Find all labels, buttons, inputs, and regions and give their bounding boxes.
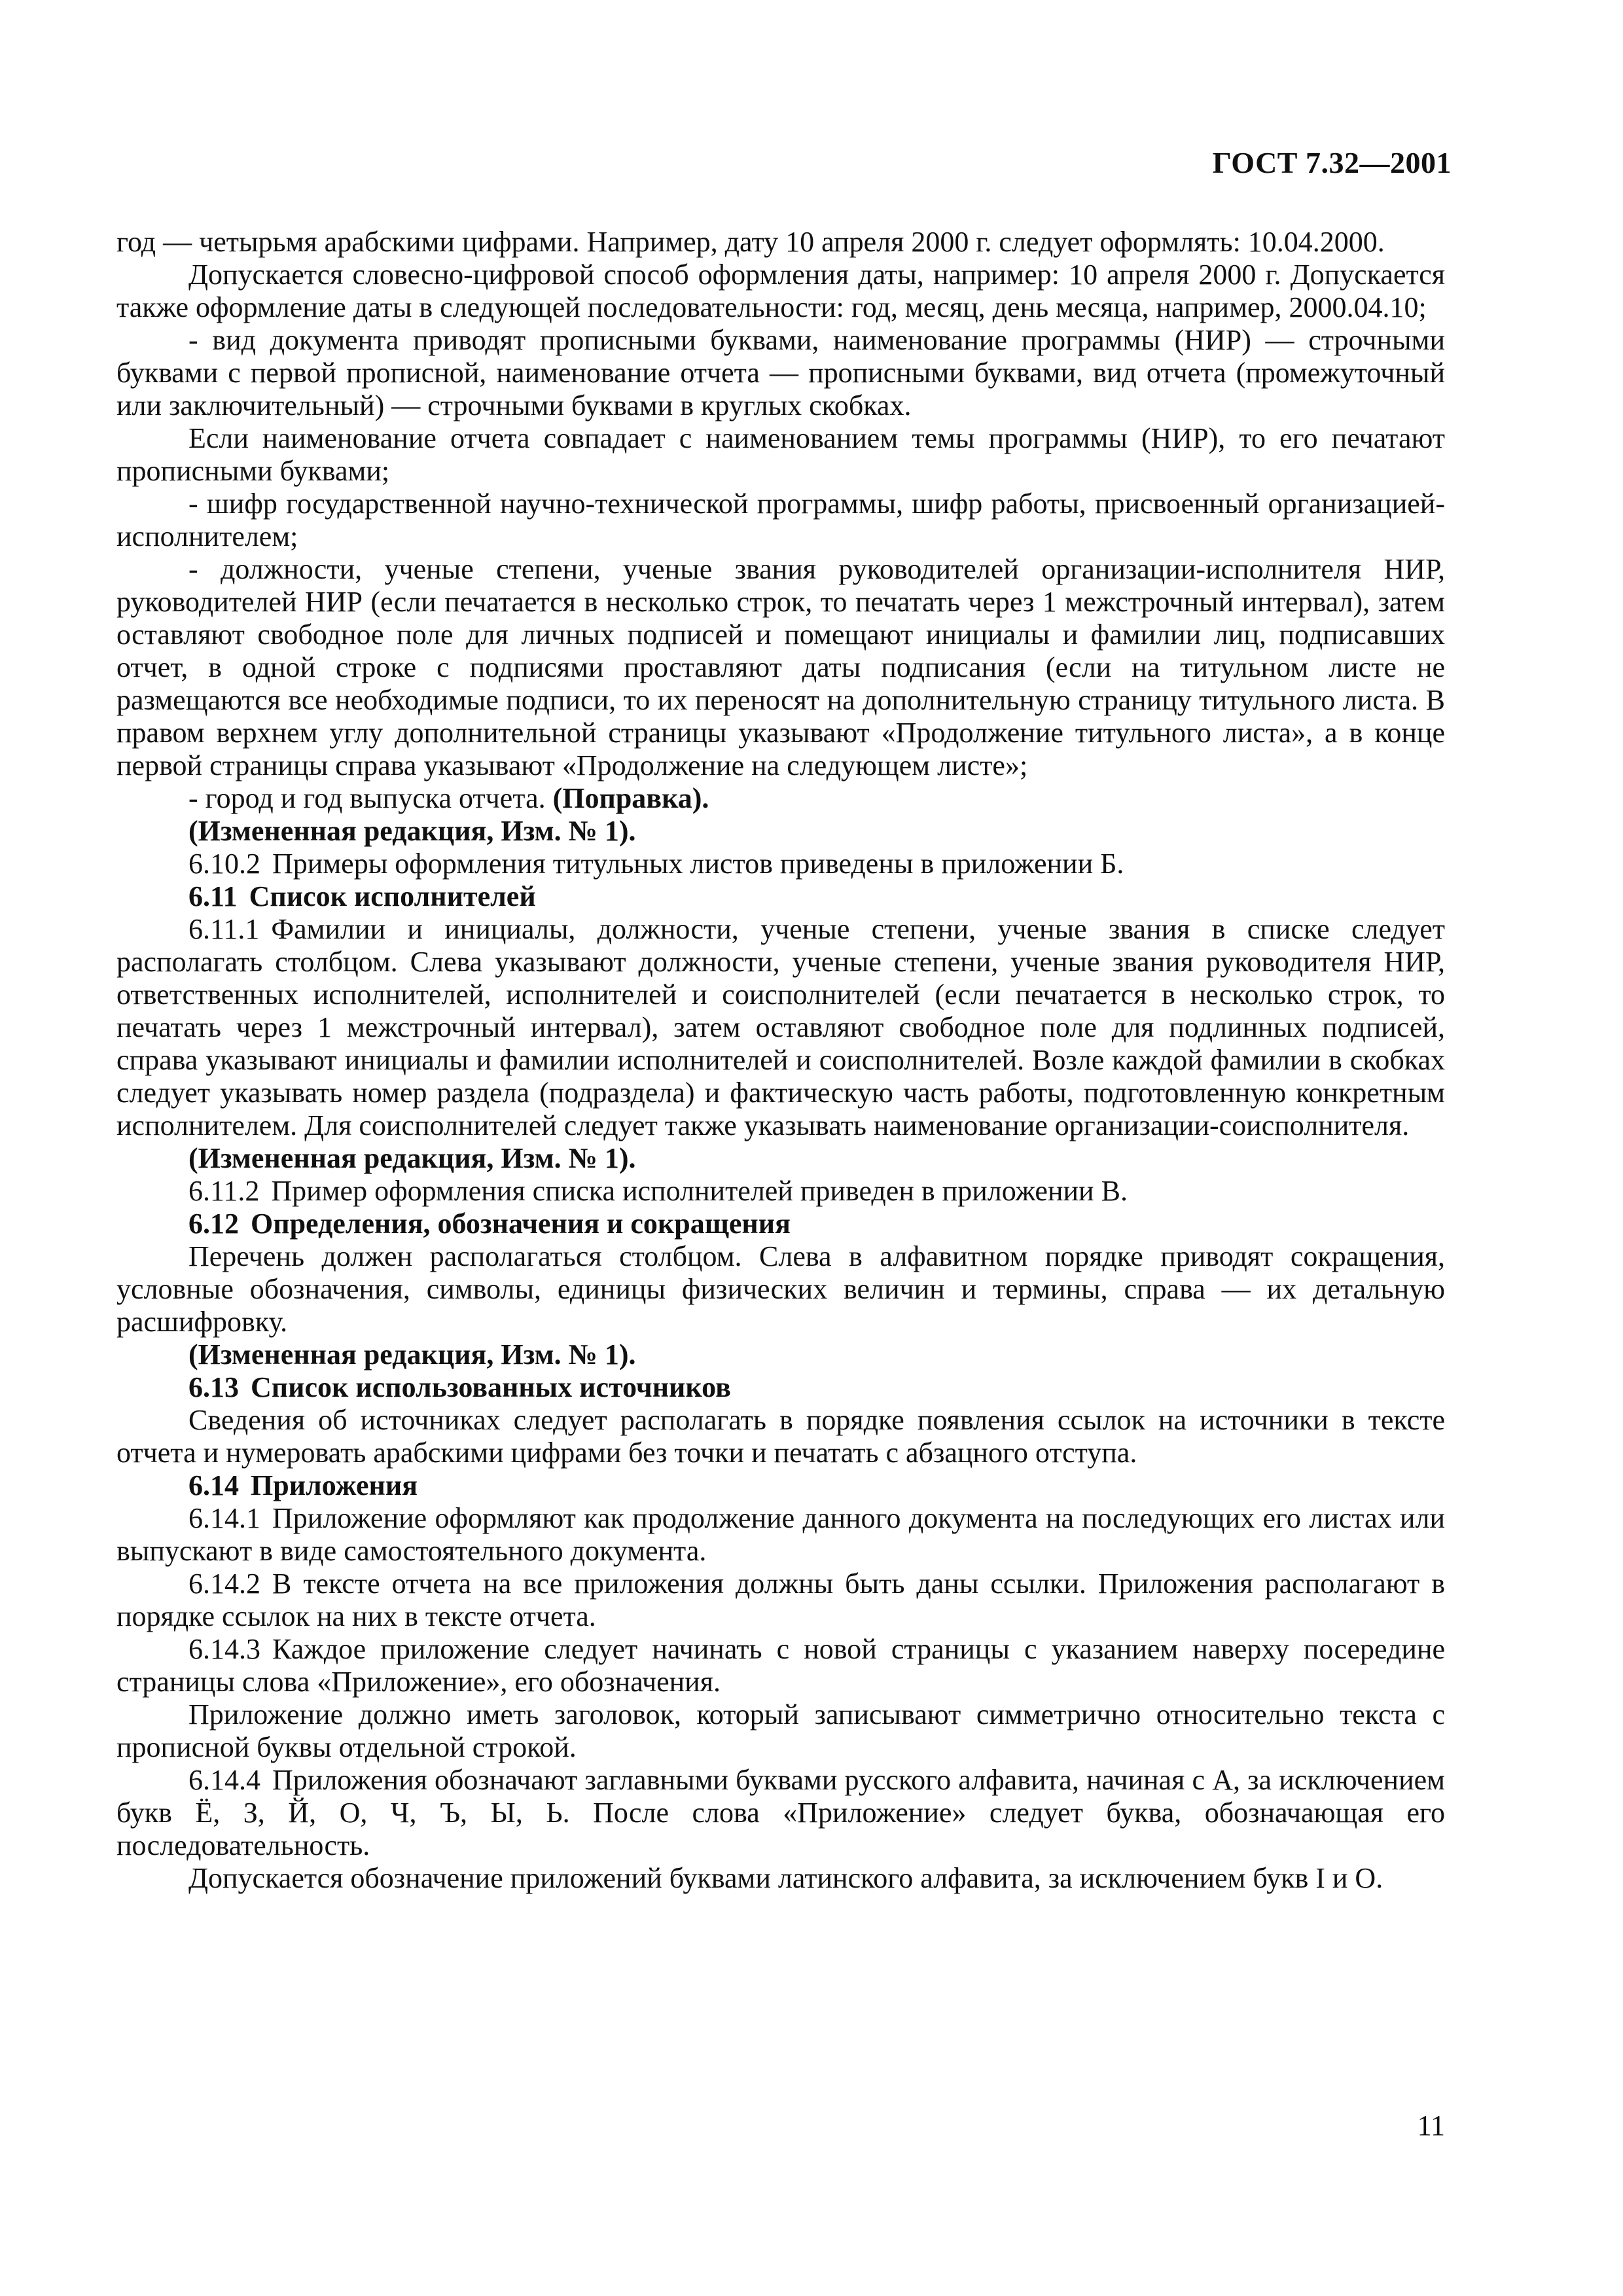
numbered-paragraph bbox=[116, 1764, 1445, 1862]
paragraph-text: Перечень должен располагаться столбцом. Слева в алфавитном порядке приводят сокращения, условные обозначения, символы, единицы физических величин и термины, справа — их детальную расшифровку. bbox=[116, 1240, 1445, 1338]
numbered-paragraph bbox=[116, 880, 1445, 913]
clause-number: 6.14.4 bbox=[188, 1764, 260, 1796]
numbered-paragraph bbox=[116, 1502, 1445, 1568]
paragraph-text: Фамилии и инициалы, должности, ученые степени, ученые звания в списке следует располагать столбцом. Слева указывают должности, ученые степени, ученые звания руководителя НИР, ответственных исполнителей, исполнителей и соисполнителей (если печатается в несколько строк, то печатать через 1 межстрочный интервал), затем оставляют свободное поле для подлинных подписей, справа указывают инициалы и фамилии исполнителей и соисполнителей. Возле каждой фамилии в скобках следует указывать номер раздела (подраздела) и фактическую часть работы, подготовленную конкретным исполнителем. Для соисполнителей следует также указывать наименование организации-соисполнителя. bbox=[116, 913, 1445, 1141]
page-number: 11 bbox=[1417, 2109, 1445, 2142]
paragraph bbox=[116, 488, 1445, 553]
paragraph-text: Список исполнителей bbox=[249, 880, 536, 912]
clause-number: 6.13 bbox=[188, 1371, 239, 1403]
bold-paragraph bbox=[116, 1142, 1445, 1175]
paragraph-text: Допускается словесно-цифровой способ оформления даты, например: 10 апреля 2000 г. Допускается также оформление даты в следующей последовательности: год, месяц, день месяца, например, 2000.04.10; bbox=[116, 259, 1445, 323]
paragraph-text: Каждое приложение следует начинать с новой страницы с указанием наверху посередине страницы слова «Приложение», его обозначения. bbox=[116, 1633, 1445, 1698]
paragraph-text: Приложения bbox=[251, 1469, 418, 1501]
paragraph bbox=[116, 422, 1445, 488]
paragraph-text: - вид документа приводят прописными буквами, наименование программы (НИР) — строчными буквами с первой прописной, наименование отчета — прописными буквами, вид отчета (промежуточный или заключительный) — строчными буквами в круглых скобках. bbox=[116, 324, 1445, 422]
paragraph bbox=[116, 226, 1445, 259]
clause-number: 6.14.1 bbox=[188, 1502, 260, 1534]
paragraph-text: - город и год выпуска отчета. bbox=[188, 782, 553, 814]
paragraph-text: В тексте отчета на все приложения должны быть даны ссылки. Приложения располагают в порядке ссылок на них в тексте отчета. bbox=[116, 1568, 1445, 1632]
paragraph-text: Список использованных источников bbox=[251, 1371, 731, 1403]
paragraph-text: - шифр государственной научно-технической программы, шифр работы, присвоенный организацией-исполнителем; bbox=[116, 488, 1445, 552]
paragraph-text: (Измененная редакция, Изм. № 1). bbox=[188, 1142, 636, 1174]
numbered-paragraph bbox=[116, 848, 1445, 880]
clause-number: 6.11 bbox=[188, 880, 238, 912]
numbered-paragraph bbox=[116, 1175, 1445, 1208]
numbered-paragraph bbox=[116, 1371, 1445, 1404]
numbered-paragraph bbox=[116, 1208, 1445, 1240]
clause-number: 6.11.1 bbox=[188, 913, 260, 945]
paragraph-text: год — четырьмя арабскими цифрами. Например, дату 10 апреля 2000 г. следует оформлять: 10.04.2000. bbox=[116, 226, 1385, 258]
bold-paragraph bbox=[116, 815, 1445, 848]
numbered-paragraph bbox=[116, 1469, 1445, 1502]
clause-number: 6.12 bbox=[188, 1208, 239, 1240]
paragraph-text: Допускается обозначение приложений буквами латинского алфавита, за исключением букв I и О. bbox=[188, 1862, 1383, 1894]
paragraph-text: Пример оформления списка исполнителей приведен в приложении В. bbox=[271, 1175, 1128, 1207]
clause-number: 6.10.2 bbox=[188, 848, 260, 880]
paragraph-text: Приложение должно иметь заголовок, который записывают симметрично относительно текста с прописной буквы отдельной строкой. bbox=[116, 1698, 1445, 1763]
paragraph bbox=[116, 259, 1445, 324]
paragraph bbox=[116, 1862, 1445, 1895]
paragraph-text: - должности, ученые степени, ученые звания руководителей организации-исполнителя НИР, руководителей НИР (если печатается в несколько строк, то печатать через 1 межстрочный интервал), затем оставляют свободное поле для личных подписей и помещают инициалы и фамилии лиц, подписавших отчет, в одной строке с подписями проставляют даты подписания (если на титульном листе не размещаются все необходимые подписи, то их переносят на дополнительную страницу титульного листа. В правом верхнем углу дополнительной страницы указывают «Продолжение титульного листа», а в конце первой страницы справа указывают «Продолжение на следующем листе»; bbox=[116, 553, 1445, 781]
numbered-paragraph bbox=[116, 913, 1445, 1142]
clause-number: 6.14 bbox=[188, 1469, 239, 1501]
amendment-note: (Поправка). bbox=[552, 782, 709, 814]
clause-number: 6.11.2 bbox=[188, 1175, 260, 1207]
paragraph bbox=[116, 782, 1445, 815]
paragraph-text: Сведения об источниках следует располагать в порядке появления ссылок на источники в тексте отчета и нумеровать арабскими цифрами без точки и печатать с абзацного отступа. bbox=[116, 1404, 1445, 1469]
paragraph bbox=[116, 324, 1445, 422]
paragraph-text: Приложения обозначают заглавными буквами русского алфавита, начиная с А, за исключением букв Ё, З, Й, О, Ч, Ъ, Ы, Ь. После слова «Приложение» следует буква, обозначающая его последовательность. bbox=[116, 1764, 1445, 1861]
paragraph-text: Если наименование отчета совпадает с наименованием темы программы (НИР), то его печатают прописными буквами; bbox=[116, 422, 1445, 487]
paragraph-text: (Измененная редакция, Изм. № 1). bbox=[188, 815, 636, 847]
paragraph bbox=[116, 1240, 1445, 1338]
paragraph-text: (Измененная редакция, Изм. № 1). bbox=[188, 1338, 636, 1371]
paragraph-text: Примеры оформления титульных листов приведены в приложении Б. bbox=[272, 848, 1124, 880]
paragraph bbox=[116, 553, 1445, 782]
numbered-paragraph bbox=[116, 1633, 1445, 1698]
document-code-header: ГОСТ 7.32—2001 bbox=[1212, 146, 1452, 179]
paragraph-text: Определения, обозначения и сокращения bbox=[251, 1208, 791, 1240]
document-body bbox=[116, 226, 1445, 1895]
bold-paragraph bbox=[116, 1338, 1445, 1371]
paragraph bbox=[116, 1404, 1445, 1469]
clause-number: 6.14.2 bbox=[188, 1568, 260, 1600]
numbered-paragraph bbox=[116, 1568, 1445, 1633]
paragraph bbox=[116, 1698, 1445, 1764]
paragraph-text: Приложение оформляют как продолжение данного документа на последующих его листах или выпускают в виде самостоятельного документа. bbox=[116, 1502, 1445, 1567]
clause-number: 6.14.3 bbox=[188, 1633, 260, 1665]
